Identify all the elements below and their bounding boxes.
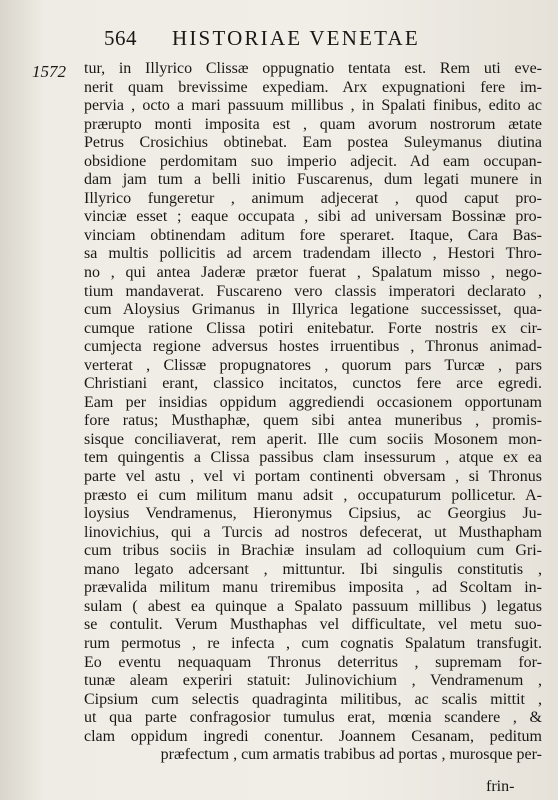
text-line: Eam per insidias oppidum aggrediendi occasionem opportunam xyxy=(84,393,542,411)
text-line: vinciam obtinendam aditum fore speraret. Itaque, Cara Bas- xyxy=(84,226,542,244)
text-line: ut qua parte confragosior tumulus erat, mœnia scandere , & xyxy=(84,709,542,727)
page-number: 564 xyxy=(104,26,137,50)
text-line: fore ratus; Musthaphæ, quem sibi antea muneribus , promis- xyxy=(84,412,542,430)
text-line: obsidione perdomitam suo imperio adjecit. Ad eam occupan- xyxy=(84,152,542,170)
text-line: loysius Vendramenus, Hieronymus Cipsius, ac Georgius Ju- xyxy=(84,505,542,523)
text-line: rum permotus , re infecta , cum cognatis Spalatum transfugit. xyxy=(84,634,542,652)
text-line: cumque ratione Clissa potiri enitebatur. Forte nostris ex cir- xyxy=(84,319,542,337)
text-line: sa multis pollicitis ad arcem tradendam illecto , Hestori Thro- xyxy=(84,245,542,263)
page-header xyxy=(104,26,524,56)
text-line: sisque conciliaverat, rem aperit. Ille cum sociis Mosonem mon- xyxy=(84,430,542,448)
text-line: cum tribus sociis in Brachiæ insulam ad colloquium cum Gri- xyxy=(84,542,542,560)
text-line: parte vel astu , vel vi portam continenti obversam , si Thronus xyxy=(84,468,542,486)
text-line: Cipsium cum selectis quadraginta militibus, ac scalis mittit , xyxy=(84,690,542,708)
text-line: Eo eventu nequaquam Thronus deterritus , supremam for- xyxy=(84,653,542,671)
running-title: HISTORIAE VENETAE xyxy=(172,26,420,50)
text-line: tium mandaverat. Fuscareno vero classis imperatori declarato , xyxy=(84,282,542,300)
catchword: frin- xyxy=(486,778,515,795)
text-line: Illyrico fungeretur , animum adjecerat , quod caput pro- xyxy=(84,189,542,207)
body-text xyxy=(84,60,542,765)
text-line: Petrus Crosichius obtinebat. Eam postea Suleymanus diutina xyxy=(84,134,542,152)
text-line: no , qui antea Jaderæ prætor fuerat , Spalatum misso , nego- xyxy=(84,264,542,282)
text-line: dam jam tum a belli initio Fuscarenus, dum legati munere in xyxy=(84,171,542,189)
text-line: nerit quam brevissime expediam. Arx expugnationi fere im- xyxy=(84,78,542,96)
text-line: prærupto monti imposita est , quam avorum nostrorum ætate xyxy=(84,115,542,133)
text-line: vinciæ esset ; eaque occupata , sibi ad universam Bossinæ pro- xyxy=(84,208,542,226)
text-line: præsto ei cum militum manu adsit , occupaturum pollicetur. A- xyxy=(84,486,542,504)
text-line: prævalida militum manu triremibus imposita , ad Scoltam in- xyxy=(84,579,542,597)
text-line: pervia , octo a mari passuum millibus , in Spalati finibus, edito ac xyxy=(84,97,542,115)
text-line: mano legato adcersant , mittuntur. Ibi singulis constitutis , xyxy=(84,560,542,578)
text-line: tunæ aleam experiri statuit: Julinovichium , Vendramenum , xyxy=(84,672,542,690)
text-line: tem quingentis a Clissa passibus clam insessurum , atque ex ea xyxy=(84,449,542,467)
text-line: linovichius, qui a Turcis ad nostros defecerat, ut Musthapham xyxy=(84,523,542,541)
text-line: præfectum , cum armatis trabibus ad portas , murosque per- xyxy=(160,746,542,764)
margin-year-note: 1572 xyxy=(32,62,66,81)
text-line: sulam ( abest ea quinque a Spalato passuum millibus ) legatus xyxy=(84,597,542,615)
text-line: tur, in Illyrico Clissæ oppugnatio tentata est. Rem uti eve- xyxy=(84,60,542,77)
text-line: se contulit. Verum Musthaphas vel difficultate, vel metu suo- xyxy=(84,616,542,634)
text-line: verterat , Clissæ propugnatores , quorum pars Turcæ , pars xyxy=(84,356,542,374)
text-line: cum Aloysius Grimanus in Illyrica legatione successisset, qua- xyxy=(84,301,542,319)
text-line: cumjecta regione adversus hostes irruentibus , Thronus animad- xyxy=(84,338,542,356)
text-line: Christiani erant, classico incitatos, cunctos fere arce egredi. xyxy=(84,375,542,393)
text-line: clam oppidum ingredi conentur. Joannem Cesanam, peditum xyxy=(84,727,542,745)
